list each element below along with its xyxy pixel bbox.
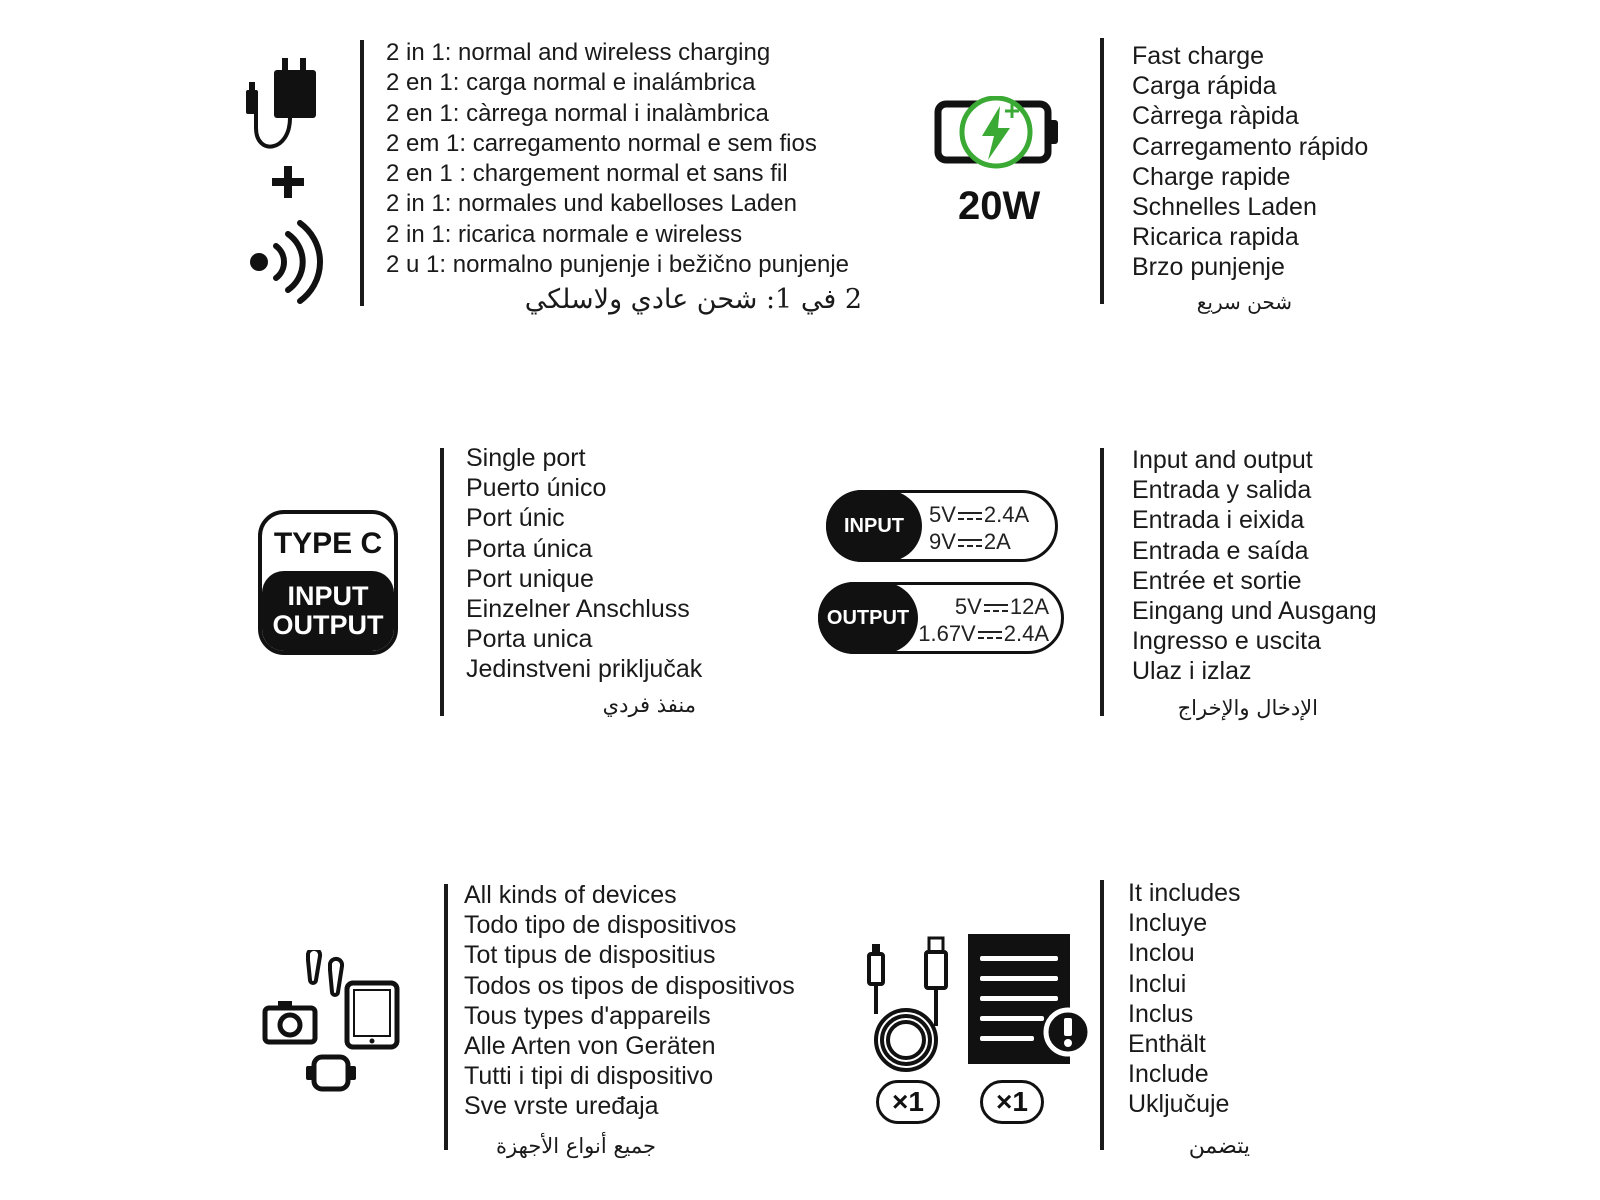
amp: 2A	[983, 529, 1011, 554]
text-line: 2 u 1: normalno punjenje i bežično punjenje	[386, 251, 849, 279]
text-line: Alle Arten von Geräten	[464, 1032, 716, 1061]
fast-charge-text	[1132, 41, 1368, 283]
text-line: Porta unica	[466, 625, 593, 654]
amp: 2.4A	[1003, 621, 1049, 646]
manual-count: ×1	[980, 1080, 1044, 1124]
plug-cable-icon	[244, 56, 328, 156]
text-line: 2 en 1: càrrega normal i inalàmbrica	[386, 99, 769, 127]
text-line: Todos os tipos de dispositivos	[464, 971, 795, 1000]
text-line: Ingresso e uscita	[1132, 627, 1321, 656]
battery-bolt-icon	[934, 96, 1064, 170]
text-line: Entrada e saída	[1132, 536, 1309, 565]
divider	[1100, 38, 1104, 304]
input-values	[929, 501, 1029, 555]
port-text	[466, 443, 702, 685]
text-line: Carga rápida	[1132, 72, 1277, 101]
arabic-text: جميع أنواع الأجهزة	[496, 1134, 656, 1158]
text-line: Input and output	[1132, 446, 1313, 474]
volt: 9V	[929, 529, 956, 554]
dc-symbol-icon	[958, 539, 982, 547]
arabic-text: شحن سريع	[1196, 290, 1292, 314]
power-label: 20W	[958, 184, 1041, 228]
volt: 5V	[929, 502, 956, 527]
text-line: Jedinstveni priključak	[466, 655, 703, 684]
arabic-text: يتضمن	[1188, 1134, 1250, 1159]
text-line: 2 in 1: ricarica normale e wireless	[386, 220, 743, 248]
text-line: Enthält	[1128, 1030, 1206, 1059]
text-line: Entrada y salida	[1132, 476, 1312, 505]
text-line: Einzelner Anschluss	[466, 595, 690, 624]
text-line: Port unique	[466, 564, 594, 593]
text-line: Fast charge	[1132, 42, 1265, 70]
output-label: OUTPUT	[818, 582, 918, 654]
input-label: INPUT	[826, 490, 922, 562]
text-line: Tous types d'appareils	[464, 1001, 711, 1030]
text-line: Eingang und Ausgang	[1132, 597, 1377, 626]
tablet-icon	[344, 980, 400, 1050]
camera-icon	[262, 998, 318, 1046]
text-line: It includes	[1128, 879, 1241, 907]
text-line: Inclou	[1128, 939, 1195, 968]
divider	[440, 448, 444, 716]
text-line: Ulaz i izlaz	[1132, 657, 1252, 686]
includes-text	[1128, 878, 1241, 1120]
cable-count: ×1	[876, 1080, 940, 1124]
smartwatch-icon	[304, 1054, 358, 1092]
text-line: All kinds of devices	[464, 881, 677, 909]
text-line: Include	[1128, 1060, 1209, 1089]
text-line: Inclus	[1128, 999, 1194, 1028]
type-c-badge	[258, 510, 398, 655]
usb-cable-icon	[866, 936, 952, 1074]
text-line: Port únic	[466, 504, 565, 533]
divider	[1100, 880, 1104, 1150]
text-line: Inclui	[1128, 969, 1187, 998]
text-line: 2 em 1: carregamento normal e sem fios	[386, 129, 817, 157]
amp: 12A	[1009, 594, 1049, 619]
badge-title: TYPE C	[273, 527, 383, 560]
text-line: Todo tipo de dispositivos	[464, 911, 737, 940]
volt: 1.67V	[918, 621, 976, 646]
badge-line: INPUT	[287, 581, 369, 611]
text-line: Charge rapide	[1132, 162, 1291, 191]
divider	[1100, 448, 1104, 716]
text-line: Sve vrste uređaja	[464, 1092, 659, 1121]
text-line: Porta única	[466, 534, 593, 563]
plus-icon	[272, 166, 304, 198]
text-line: Single port	[466, 444, 586, 472]
text-line: 2 en 1 : chargement normal et sans fil	[386, 160, 788, 188]
dc-symbol-icon	[984, 604, 1008, 612]
badge-line: OUTPUT	[272, 610, 384, 640]
text-line: Brzo punjenje	[1132, 253, 1285, 282]
manual-warning-icon	[966, 932, 1096, 1066]
io-text	[1132, 445, 1377, 687]
text-line: Uključuje	[1128, 1090, 1230, 1119]
badge-sub	[262, 571, 394, 651]
amp: 2.4A	[983, 502, 1030, 527]
text-line: Entrée et sortie	[1132, 566, 1302, 595]
dc-symbol-icon	[958, 512, 982, 520]
divider	[444, 884, 448, 1150]
arabic-text: الإدخال والإخراج	[1177, 696, 1318, 720]
output-values	[918, 593, 1049, 647]
volt: 5V	[954, 594, 982, 619]
charging-text	[386, 38, 849, 280]
text-line: Càrrega ràpida	[1132, 102, 1299, 131]
output-pill	[818, 582, 1064, 654]
dc-symbol-icon	[978, 631, 1002, 639]
text-line: Tot tipus de dispositius	[464, 941, 716, 970]
text-line: 2 en 1: carga normal e inalámbrica	[386, 69, 756, 97]
text-line: 2 in 1: normales und kabelloses Laden	[386, 190, 797, 218]
text-line: Ricarica rapida	[1132, 223, 1299, 252]
wireless-icon	[248, 220, 324, 304]
text-line: Entrada i eixida	[1132, 506, 1305, 535]
divider	[360, 40, 364, 306]
devices-text	[464, 880, 795, 1122]
text-line: Schnelles Laden	[1132, 193, 1317, 222]
arabic-text: 2 في 1: شحن عادي ولاسلكي	[524, 284, 862, 315]
text-line: 2 in 1: normal and wireless charging	[386, 39, 771, 66]
text-line: Carregamento rápido	[1132, 132, 1369, 161]
text-line: Puerto único	[466, 474, 607, 503]
text-line: Tutti i tipi di dispositivo	[464, 1062, 714, 1091]
arabic-text: منفذ فردي	[602, 693, 696, 717]
text-line: Incluye	[1128, 909, 1208, 938]
input-pill	[826, 490, 1058, 562]
